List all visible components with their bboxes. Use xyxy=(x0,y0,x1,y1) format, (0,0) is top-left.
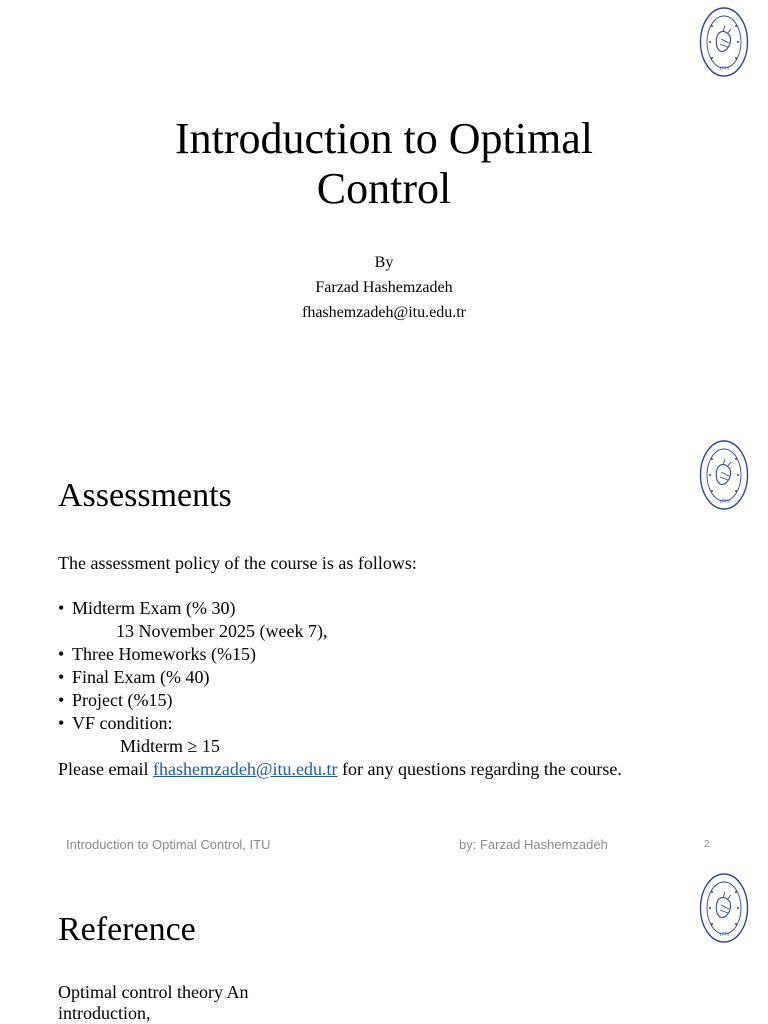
list-item xyxy=(58,689,718,712)
list-item-text: Project (%15) xyxy=(72,690,173,710)
footer-author: by: Farzad Hashemzadeh xyxy=(459,837,608,852)
bullet-icon: • xyxy=(58,690,65,710)
list-item-text: VF condition: xyxy=(72,713,173,733)
reference-slide xyxy=(0,864,768,1024)
itu-university-seal-icon xyxy=(699,872,749,944)
itu-university-seal-icon xyxy=(699,439,749,511)
assessments-slide xyxy=(0,432,768,864)
by-label: By xyxy=(374,254,394,271)
assessments-heading: Assessments xyxy=(58,477,232,514)
vf-rule: Midterm ≥ 15 xyxy=(120,736,220,756)
svg-text:1773: 1773 xyxy=(719,500,729,505)
bullet-icon: • xyxy=(58,598,65,618)
footer-course: Introduction to Optimal Control, ITU xyxy=(66,837,271,852)
contact-line xyxy=(58,758,718,781)
list-item-text: Midterm Exam (% 30) xyxy=(72,598,236,618)
title-line-1: Introduction to Optimal xyxy=(175,114,593,163)
list-item xyxy=(58,712,718,735)
list-item xyxy=(58,597,718,620)
reference-line-1: Optimal control theory An xyxy=(58,982,249,1002)
midterm-date: 13 November 2025 (week 7), xyxy=(116,621,328,641)
itu-university-seal-icon xyxy=(699,6,749,78)
svg-text:1773: 1773 xyxy=(719,933,729,938)
title-line-2: Control xyxy=(316,164,452,213)
assessment-intro: The assessment policy of the course is as follows: xyxy=(58,553,417,573)
title-slide xyxy=(0,0,768,432)
bullet-icon: • xyxy=(58,667,65,687)
list-item xyxy=(58,666,718,689)
svg-text:1773: 1773 xyxy=(719,67,729,72)
list-item-text: Final Exam (% 40) xyxy=(72,667,210,687)
author-email: fhashemzadeh@itu.edu.tr xyxy=(301,304,466,321)
assessment-list xyxy=(58,597,718,781)
list-item-text: Three Homeworks (%15) xyxy=(72,644,256,664)
slide-number: 2 xyxy=(704,839,710,850)
reference-line-2: introduction, xyxy=(58,1003,151,1023)
bullet-icon: • xyxy=(58,713,65,733)
list-item xyxy=(58,643,718,666)
reference-heading: Reference xyxy=(58,911,196,948)
email-link[interactable]: fhashemzadeh@itu.edu.tr xyxy=(152,759,338,779)
reference-body xyxy=(58,982,318,1024)
presentation-title xyxy=(0,114,768,214)
bullet-icon: • xyxy=(58,644,65,664)
contact-prefix: Please email xyxy=(58,759,153,779)
contact-suffix: for any questions regarding the course. xyxy=(337,759,622,779)
author-block xyxy=(0,250,768,325)
author-name: Farzad Hashemzadeh xyxy=(315,279,453,296)
